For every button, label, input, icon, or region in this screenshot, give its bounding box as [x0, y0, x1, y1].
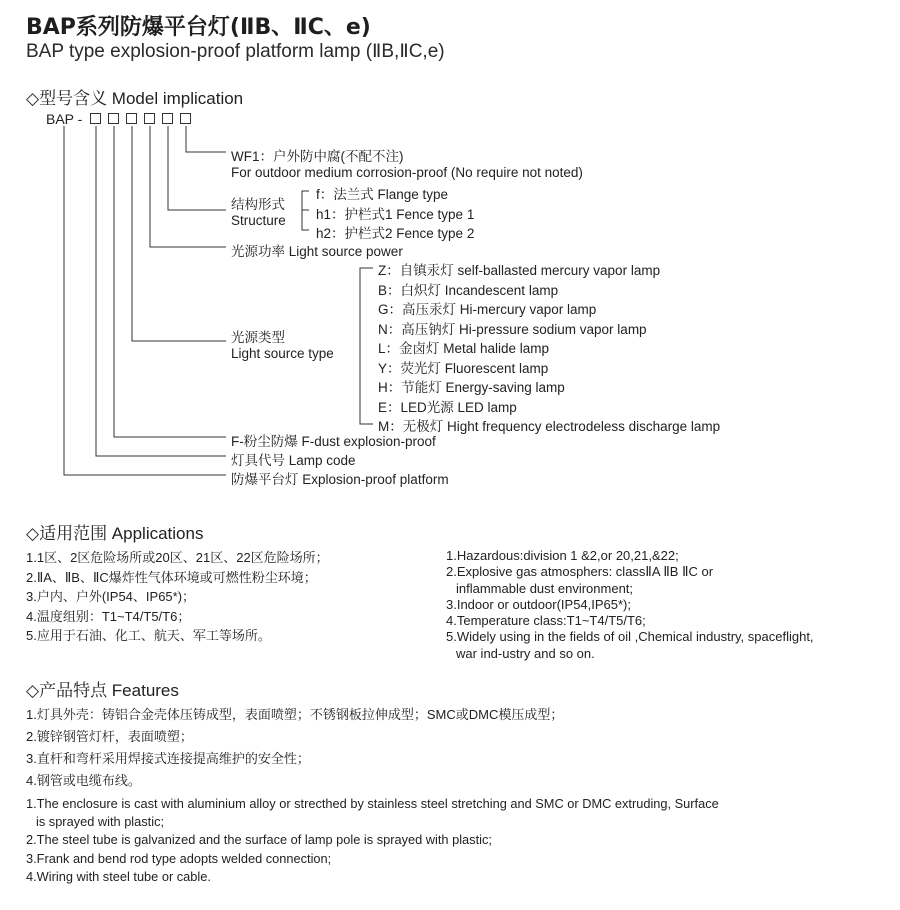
applications-cn-list [26, 548, 329, 646]
wf1-en: For outdoor medium corrosion-proof (No require not noted) [231, 165, 583, 180]
platform-label: 防爆平台灯 Explosion-proof platform [231, 472, 449, 487]
list-item: 3.Indoor or outdoor(IP54,IP65*); [446, 596, 632, 612]
list-item: 2.The steel tube is galvanized and the surface of lamp pole is sprayed with plastic; [26, 832, 492, 848]
structure-option: f：法兰式 Flange type [316, 187, 449, 202]
structure-option: h2：护栏式2 Fence type 2 [316, 226, 475, 241]
light-option: E：LED光源 LED lamp [378, 400, 517, 415]
list-item: 4.Wiring with steel tube or cable. [26, 868, 211, 884]
list-item: inflammable dust environment; [456, 580, 634, 596]
light-option: N：高压钠灯 Hi-pressure sodium vapor lamp [378, 322, 647, 337]
features-en-list [26, 795, 719, 886]
light-option: Z：自镇汞灯 self-ballasted mercury vapor lamp [378, 263, 661, 278]
list-item: 4.Temperature class:T1~T4/T5/T6; [446, 613, 646, 629]
list-item: 4.温度组别：T1~T4/T5/T6； [26, 608, 191, 624]
light-option: Y：荧光灯 Fluorescent lamp [378, 361, 549, 376]
applications-en-list [446, 548, 814, 662]
list-item: 1.The enclosure is cast with aluminium alloy or strecthed by stainless steel stretching and SMC or DMC extruding, Surface [26, 796, 719, 811]
light-option: M：无极灯 Hight frequency electrodeless discharge lamp [378, 419, 721, 434]
list-item: 2.ⅡA、ⅡB、ⅡC爆炸性气体环境或可燃性粉尘环境； [26, 569, 317, 585]
fdust-label: F-粉尘防爆 F-dust explosion-proof [231, 434, 436, 449]
page-subtitle: BAP type explosion-proof platform lamp (ⅡB,ⅡC,e) [26, 41, 445, 62]
structure-label-en: Structure [231, 213, 286, 228]
list-item: 3.直杆和弯杆采用焊接式连接提高维护的安全性； [26, 751, 310, 766]
list-item: 2.镀锌钢管灯杆，表面喷塑； [26, 729, 193, 744]
list-item: 1.1区、2区危险场所或20区、21区、22区危险场所； [26, 550, 329, 565]
list-item: 3.Frank and bend rod type adopts welded connection; [26, 850, 332, 866]
page-title: BAP系列防爆平台灯(ⅡB、ⅡC、e) [26, 15, 371, 40]
features-heading: ◇产品特点 Features [26, 681, 179, 700]
list-item: war ind-ustry and so on. [456, 645, 595, 661]
light-type-label-cn: 光源类型 [231, 330, 285, 345]
applications-heading: ◇适用范围 Applications [26, 524, 204, 543]
list-item: 1.灯具外壳：铸铝合金壳体压铸成型，表面喷塑；不锈钢板拉伸成型；SMC或DMC模压成型； [26, 707, 564, 722]
list-item: 5.应用于石油、化工、航天、军工等场所。 [26, 628, 271, 643]
list-item: 3.户内、户外(IP54、IP65*)； [26, 589, 196, 604]
list-item: 1.Hazardous:division 1 &2,or 20,21,&22; [446, 548, 679, 563]
model-heading: ◇型号含义 Model implication [26, 89, 244, 108]
light-option: L：金卤灯 Metal halide lamp [378, 341, 550, 356]
list-item: 4.钢管或电缆布线。 [26, 773, 141, 788]
light-option: G：高压汞灯 Hi-mercury vapor lamp [378, 302, 597, 317]
power-label: 光源功率 Light source power [231, 244, 403, 259]
structure-label-cn: 结构形式 [231, 197, 285, 212]
list-item: is sprayed with plastic; [36, 814, 165, 830]
list-item: 2.Explosive gas atmosphers: classⅡA ⅡB ⅡC or [446, 564, 714, 580]
light-option: B：白炽灯 Incandescent lamp [378, 283, 559, 298]
wf1-cn: WF1：户外防中腐(不配不注) [231, 149, 404, 164]
features-cn-list [26, 704, 563, 792]
list-item: 5.Widely using in the fields of oil ,Chemical industry, spaceflight, [446, 629, 814, 645]
structure-option: h1：护栏式1 Fence type 1 [316, 207, 475, 222]
light-option: H：节能灯 Energy-saving lamp [378, 380, 565, 395]
model-prefix: BAP - [46, 111, 83, 127]
light-type-label-en: Light source type [231, 346, 334, 361]
lamp-code-label: 灯具代号 Lamp code [231, 453, 356, 468]
